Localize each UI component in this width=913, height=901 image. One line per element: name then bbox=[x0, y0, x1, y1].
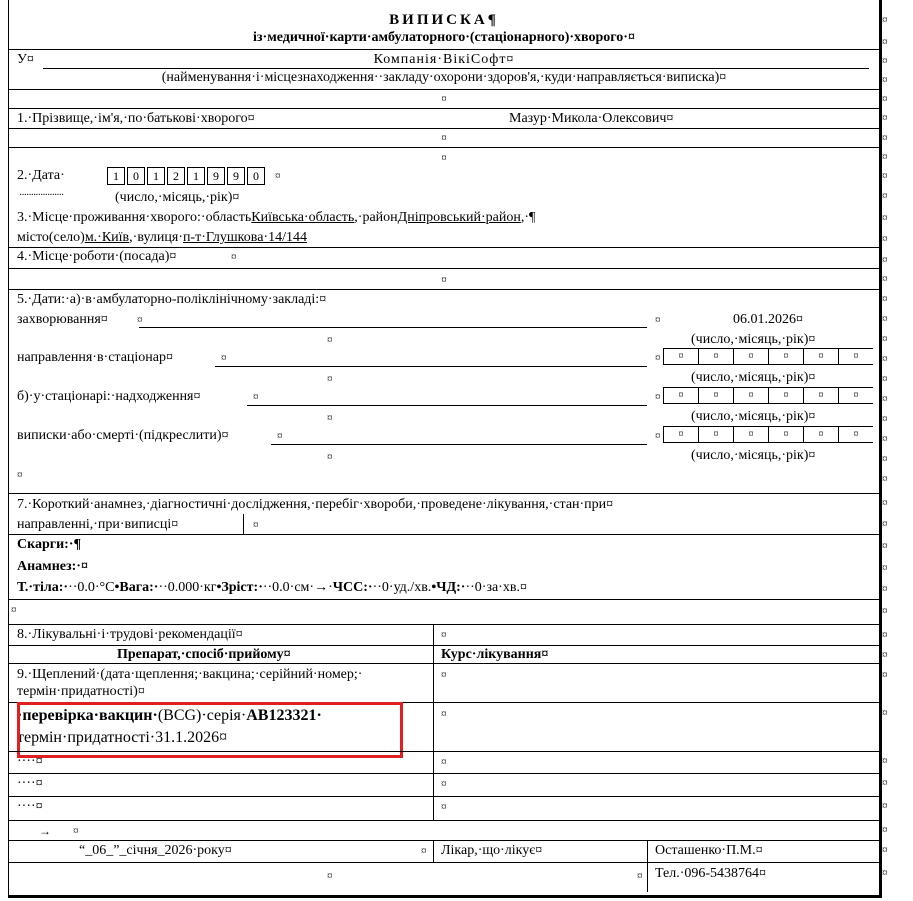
recommendations-label: 8.·Лікувальні·і·трудові·рекомендації¤ bbox=[17, 627, 243, 642]
dob-digit-cell[interactable]: 1 bbox=[107, 167, 125, 185]
date-digit-cell[interactable]: ¤ bbox=[663, 348, 698, 365]
cell-mark: ¤ bbox=[441, 93, 447, 105]
date-digit-cell[interactable]: ¤ bbox=[768, 426, 803, 443]
row-end-mark: ¤ bbox=[882, 433, 888, 445]
address-line-2: місто(село)м.·Київ,·вулиця·п-т·Глушкова·14/144 bbox=[17, 230, 307, 245]
row-end-mark: ¤ bbox=[882, 497, 888, 509]
dob-label: 2.·Дата· bbox=[17, 168, 65, 183]
district-value[interactable]: Дніпровський·район bbox=[397, 210, 521, 225]
row-end-mark: ¤ bbox=[882, 669, 888, 681]
vaccination-label-line-1: 9.·Щеплений·(дата·щеплення;·вакцина;·серійний·номер;· bbox=[17, 667, 363, 682]
row-end-mark: ¤ bbox=[882, 867, 888, 879]
row-end-mark: ¤ bbox=[882, 190, 888, 202]
highlight-frame bbox=[17, 702, 403, 758]
patient-name-value[interactable]: Мазур·Микола·Олексович¤ bbox=[509, 111, 674, 126]
signature-date[interactable]: “_06_”_січня_2026·року¤ bbox=[79, 843, 232, 858]
dob-caption: (число,·місяць,·рік)¤ bbox=[115, 190, 240, 205]
end-of-row-marks bbox=[882, 0, 896, 900]
anamnesis-label-line-1: 7.·Короткий·анамнез,·діагностичні·дослідження,·перебіг·хвороби,·проведене·лікування,·стан·при¤ bbox=[17, 497, 614, 512]
complaints-label[interactable]: Скарги:·¶ bbox=[17, 537, 82, 552]
row-end-mark: ¤ bbox=[882, 413, 888, 425]
row-end-mark: ¤ bbox=[882, 132, 888, 144]
dob-digit-cell[interactable]: 1 bbox=[187, 167, 205, 185]
vitals-line[interactable]: Т.·тіла:···0.0·°С•Вага:···0.000·кг•Зріст:···0.0·см·→·ЧСС:···0·уд./хв.•ЧД:···0·за·хв.¤ bbox=[17, 580, 527, 595]
vaccination-entry-line-2[interactable]: термін·придатності·31.1.2026¤ bbox=[17, 729, 228, 746]
row-end-mark: ¤ bbox=[882, 353, 888, 365]
row-end-mark: ¤ bbox=[882, 707, 888, 719]
cell-mark: ¤ bbox=[221, 352, 227, 364]
row-end-mark: ¤ bbox=[882, 55, 888, 67]
row-end-mark: ¤ bbox=[882, 824, 888, 836]
doctor-label: Лікар,·що·лікує¤ bbox=[441, 843, 543, 858]
dob-digit-cell[interactable]: 9 bbox=[227, 167, 245, 185]
dob-dots: ··················· bbox=[19, 190, 64, 201]
date-caption: (число,·місяць,·рік)¤ bbox=[691, 370, 816, 385]
row-end-mark: ¤ bbox=[882, 254, 888, 266]
row-end-mark: ¤ bbox=[882, 540, 888, 552]
empty-row[interactable]: ····¤ bbox=[17, 799, 43, 814]
row-end-mark: ¤ bbox=[882, 844, 888, 856]
row-end-mark: ¤ bbox=[882, 583, 888, 595]
cell-mark: ¤ bbox=[441, 132, 447, 144]
dob-digit-cell[interactable]: 9 bbox=[207, 167, 225, 185]
row-end-mark: ¤ bbox=[882, 562, 888, 574]
cell-mark: ¤ bbox=[441, 629, 447, 641]
date-digit-cell[interactable]: ¤ bbox=[803, 426, 838, 443]
admission-label: б)·у·стаціонарі:·надходження¤ bbox=[17, 389, 201, 404]
row-end-mark: ¤ bbox=[882, 233, 888, 245]
cell-mark: ¤ bbox=[73, 825, 79, 837]
cell-mark: ¤ bbox=[327, 412, 333, 424]
cell-mark: ¤ bbox=[327, 870, 333, 882]
date-digit-cell[interactable]: ¤ bbox=[698, 348, 733, 365]
row-end-mark: ¤ bbox=[882, 93, 888, 105]
illness-label: захворювання¤ bbox=[17, 312, 108, 327]
row-end-mark: ¤ bbox=[882, 393, 888, 405]
region-value[interactable]: Київська·область bbox=[251, 210, 355, 225]
row-end-mark: ¤ bbox=[882, 755, 888, 767]
dob-digit-cell[interactable]: 2 bbox=[167, 167, 185, 185]
cell-mark: ¤ bbox=[11, 604, 17, 616]
discharge-label: виписки·або·смерті·(підкреслити)¤ bbox=[17, 428, 229, 443]
cell-mark: ¤ bbox=[253, 519, 259, 531]
tab-arrow: → bbox=[39, 824, 51, 838]
cell-mark: ¤ bbox=[441, 708, 447, 720]
dates-label: 5.·Дати:·а)·в·амбулаторно-поліклінічному·закладі:¤ bbox=[17, 292, 327, 307]
cell-mark: ¤ bbox=[441, 669, 447, 681]
date-digit-cell[interactable]: ¤ bbox=[663, 387, 698, 404]
date-digit-cell[interactable]: ¤ bbox=[838, 387, 873, 404]
document-subtitle: із·медичної·карти·амбулаторного·(стаціонарного)·хворого·¤ bbox=[253, 30, 635, 45]
document-title: ВИПИСКА¶ bbox=[389, 12, 499, 28]
row-end-mark: ¤ bbox=[882, 151, 888, 163]
cell-mark: ¤ bbox=[327, 451, 333, 463]
row-end-mark: ¤ bbox=[882, 629, 888, 641]
row-end-mark: ¤ bbox=[882, 74, 888, 86]
dob-digit-cell[interactable]: 1 bbox=[147, 167, 165, 185]
doctor-phone[interactable]: Тел.·096-5438764¤ bbox=[655, 866, 767, 881]
row-end-mark: ¤ bbox=[882, 273, 888, 285]
cell-mark: ¤ bbox=[275, 170, 281, 182]
row-end-mark: ¤ bbox=[882, 36, 888, 48]
row-end-mark: ¤ bbox=[882, 800, 888, 812]
row-end-mark: ¤ bbox=[882, 14, 888, 26]
empty-row[interactable]: ····¤ bbox=[17, 754, 43, 769]
cell-mark: ¤ bbox=[655, 391, 661, 403]
date-caption: (число,·місяць,·рік)¤ bbox=[691, 332, 816, 347]
date-digit-cell[interactable]: ¤ bbox=[803, 387, 838, 404]
date-caption: (число,·місяць,·рік)¤ bbox=[691, 448, 816, 463]
date-digit-cell[interactable]: ¤ bbox=[733, 426, 768, 443]
referral-label: направлення·в·стаціонар¤ bbox=[17, 350, 174, 365]
date-digit-cell[interactable]: ¤ bbox=[733, 387, 768, 404]
empty-row[interactable]: ····¤ bbox=[17, 776, 43, 791]
date-digit-cell[interactable]: ¤ bbox=[803, 348, 838, 365]
vaccination-label-line-2: термін·придатності)¤ bbox=[17, 684, 145, 699]
cell-mark: ¤ bbox=[655, 430, 661, 442]
date-caption: (число,·місяць,·рік)¤ bbox=[691, 409, 816, 424]
date-digit-cell[interactable]: ¤ bbox=[733, 348, 768, 365]
address-line-1: 3.·Місце·проживання·хворого:·областьКиївська·область,·районДніпровський·район,·¶ bbox=[17, 210, 536, 225]
dob-digit-cell[interactable]: 0 bbox=[127, 167, 145, 185]
vaccination-entry-line-1[interactable]: ·перевірка·вакцин·(BCG)·серія·АВ123321· bbox=[17, 707, 322, 724]
date-digit-cell[interactable]: ¤ bbox=[698, 387, 733, 404]
illness-date-value[interactable]: 06.01.2026¤ bbox=[733, 312, 803, 327]
recipient-prefix: У¤ bbox=[17, 52, 34, 67]
dob-digit-cell[interactable]: 0 bbox=[247, 167, 265, 185]
city-value[interactable]: м.·Київ bbox=[84, 230, 130, 245]
date-digit-cell[interactable]: ¤ bbox=[838, 348, 873, 365]
column-course: Курс·лікування¤ bbox=[441, 647, 549, 662]
cell-mark: ¤ bbox=[655, 352, 661, 364]
cell-mark: ¤ bbox=[441, 778, 447, 790]
doctor-name[interactable]: Осташенко·П.М.¤ bbox=[655, 843, 763, 858]
cell-mark: ¤ bbox=[637, 870, 643, 882]
row-end-mark: ¤ bbox=[882, 333, 888, 345]
street-value[interactable]: п-т·Глушкова·14/144 bbox=[182, 230, 307, 245]
cell-mark: ¤ bbox=[441, 152, 447, 164]
cell-mark: ¤ bbox=[421, 845, 427, 857]
cell-mark: ¤ bbox=[327, 334, 333, 346]
cell-mark: ¤ bbox=[137, 314, 143, 326]
recipient-caption: (найменування·і·місцезнаходження··закладу·охорони·здоров'я,·куди·направляється·виписка)¤ bbox=[161, 70, 727, 85]
row-end-mark: ¤ bbox=[882, 170, 888, 182]
work-label: 4.·Місце·роботи·(посада)¤ bbox=[17, 249, 177, 264]
date-digit-cell[interactable]: ¤ bbox=[698, 426, 733, 443]
cell-mark: ¤ bbox=[327, 373, 333, 385]
row-end-mark: ¤ bbox=[882, 112, 888, 124]
cell-mark: ¤ bbox=[17, 469, 23, 481]
column-drug: Препарат,·спосіб·прийому¤ bbox=[117, 647, 291, 662]
cell-mark: ¤ bbox=[441, 801, 447, 813]
row-end-mark: ¤ bbox=[882, 473, 888, 485]
patient-name-label: 1.·Прізвище,·ім'я,·по·батькові·хворого¤ bbox=[17, 111, 255, 126]
cell-mark: ¤ bbox=[231, 251, 237, 263]
row-end-mark: ¤ bbox=[882, 777, 888, 789]
row-end-mark: ¤ bbox=[882, 313, 888, 325]
row-end-mark: ¤ bbox=[882, 212, 888, 224]
date-digit-cell[interactable]: ¤ bbox=[663, 426, 698, 443]
row-end-mark: ¤ bbox=[882, 649, 888, 661]
date-digit-cell[interactable]: ¤ bbox=[768, 387, 803, 404]
cell-mark: ¤ bbox=[441, 756, 447, 768]
cell-mark: ¤ bbox=[253, 391, 259, 403]
recipient-name[interactable]: Компанія·ВікіСофт¤ bbox=[373, 52, 515, 67]
cell-mark: ¤ bbox=[655, 314, 661, 326]
row-end-mark: ¤ bbox=[882, 453, 888, 465]
anamnesis-text[interactable]: Анамнез:·¤ bbox=[17, 559, 88, 574]
anamnesis-label-line-2: направленні,·при·виписці¤ bbox=[17, 517, 179, 532]
date-digit-cell[interactable]: ¤ bbox=[768, 348, 803, 365]
cell-mark: ¤ bbox=[277, 430, 283, 442]
cell-mark: ¤ bbox=[441, 274, 447, 286]
row-end-mark: ¤ bbox=[882, 518, 888, 530]
row-end-mark: ¤ bbox=[882, 605, 888, 617]
row-end-mark: ¤ bbox=[882, 293, 888, 305]
date-digit-cell[interactable]: ¤ bbox=[838, 426, 873, 443]
discharge-summary-form bbox=[8, 0, 882, 898]
row-end-mark: ¤ bbox=[882, 373, 888, 385]
